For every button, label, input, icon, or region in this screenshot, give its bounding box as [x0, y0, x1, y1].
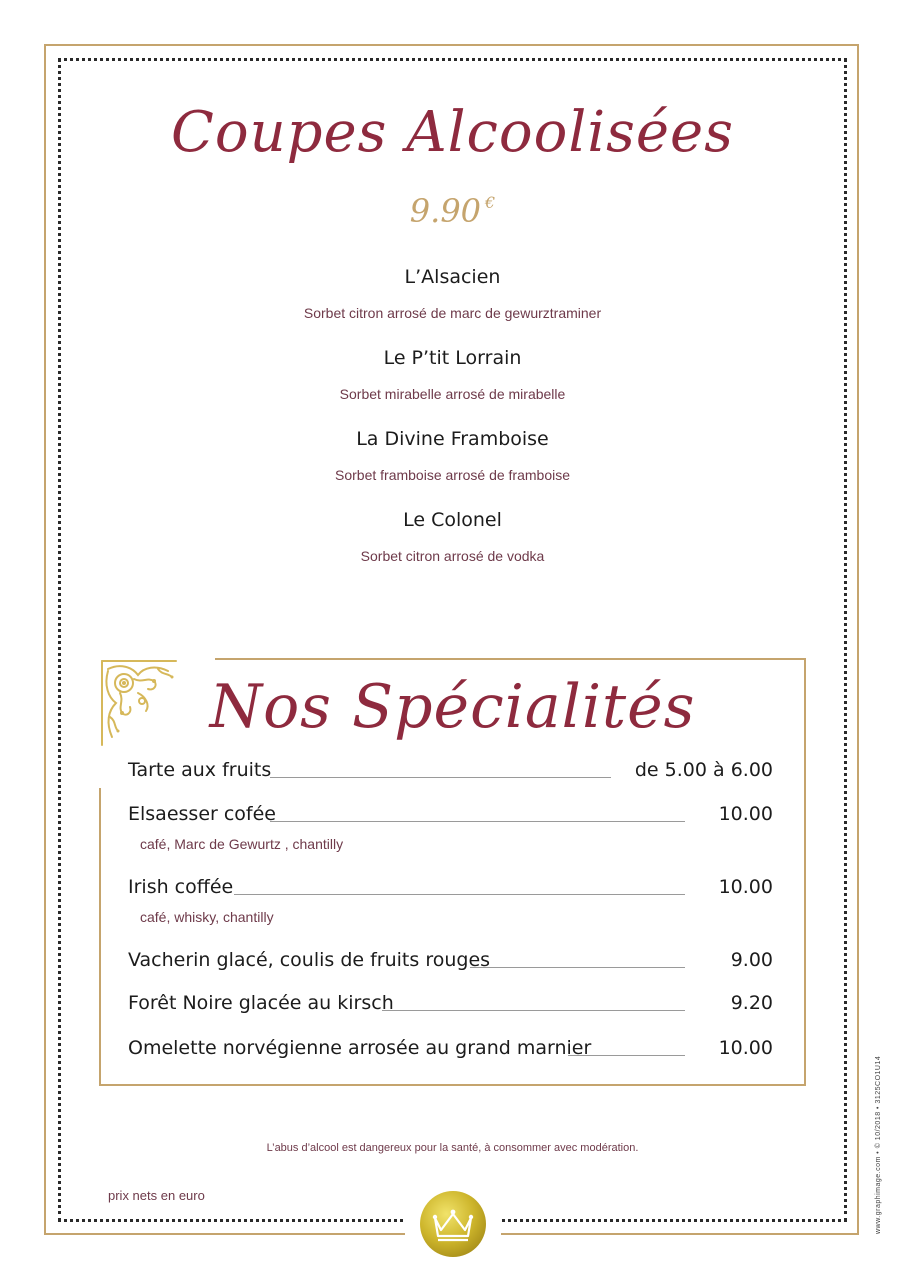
- coupes-price-currency: €: [485, 193, 496, 212]
- dotted-leader: [470, 967, 685, 968]
- coupe-name: L’Alsacien: [404, 266, 501, 288]
- specialite-price: 9.20: [730, 992, 773, 1014]
- side-credit: www.graphimage.com • © 10/2018 • 3125CO1U14: [875, 1055, 882, 1234]
- specialite-name: Elsaesser cofée: [128, 803, 276, 825]
- coupes-price: [0, 192, 905, 230]
- specialite-desc: café, Marc de Gewurtz , chantilly: [140, 836, 344, 852]
- specialite-name: Irish coffée: [128, 876, 234, 898]
- dotted-leader: [568, 1055, 685, 1056]
- coupe-desc: Sorbet framboise arrosé de framboise: [335, 467, 570, 483]
- coupe-desc: Sorbet citron arrosé de vodka: [360, 548, 545, 564]
- dotted-leader: [234, 894, 685, 895]
- specialite-desc: café, whisky, chantilly: [140, 909, 274, 925]
- coupe-desc: Sorbet mirabelle arrosé de mirabelle: [339, 386, 566, 402]
- specialites-box-top-border: [215, 658, 806, 660]
- price-note: prix nets en euro: [108, 1188, 205, 1203]
- coupe-name: Le Colonel: [403, 509, 502, 531]
- specialite-price: 9.00: [730, 949, 773, 971]
- specialites-title: Nos Spécialités: [209, 672, 696, 742]
- specialite-price: de 5.00 à 6.00: [634, 759, 773, 781]
- gold-crown-logo-icon: [419, 1190, 487, 1258]
- coupes-title: Coupes Alcoolisées: [171, 100, 734, 165]
- specialite-price: 10.00: [718, 876, 773, 898]
- coupe-name: La Divine Framboise: [356, 428, 549, 450]
- specialite-price: 10.00: [718, 803, 773, 825]
- coupe-desc: Sorbet citron arrosé de marc de gewurztraminer: [303, 305, 602, 321]
- dotted-leader: [382, 1010, 685, 1011]
- dotted-leader: [270, 777, 611, 778]
- alcohol-warning: L’abus d’alcool est dangereux pour la santé, à consommer avec modération.: [266, 1142, 639, 1154]
- specialite-name: Forêt Noire glacée au kirsch: [128, 992, 394, 1014]
- specialite-name: Omelette norvégienne arrosée au grand marnier: [128, 1037, 592, 1059]
- specialite-name: Vacherin glacé, coulis de fruits rouges: [128, 949, 491, 971]
- specialite-price: 10.00: [718, 1037, 773, 1059]
- coupes-price-value: 9.90: [409, 192, 482, 230]
- specialite-name: Tarte aux fruits: [128, 759, 272, 781]
- coupe-name: Le P’tit Lorrain: [383, 347, 522, 369]
- dotted-leader: [270, 821, 685, 822]
